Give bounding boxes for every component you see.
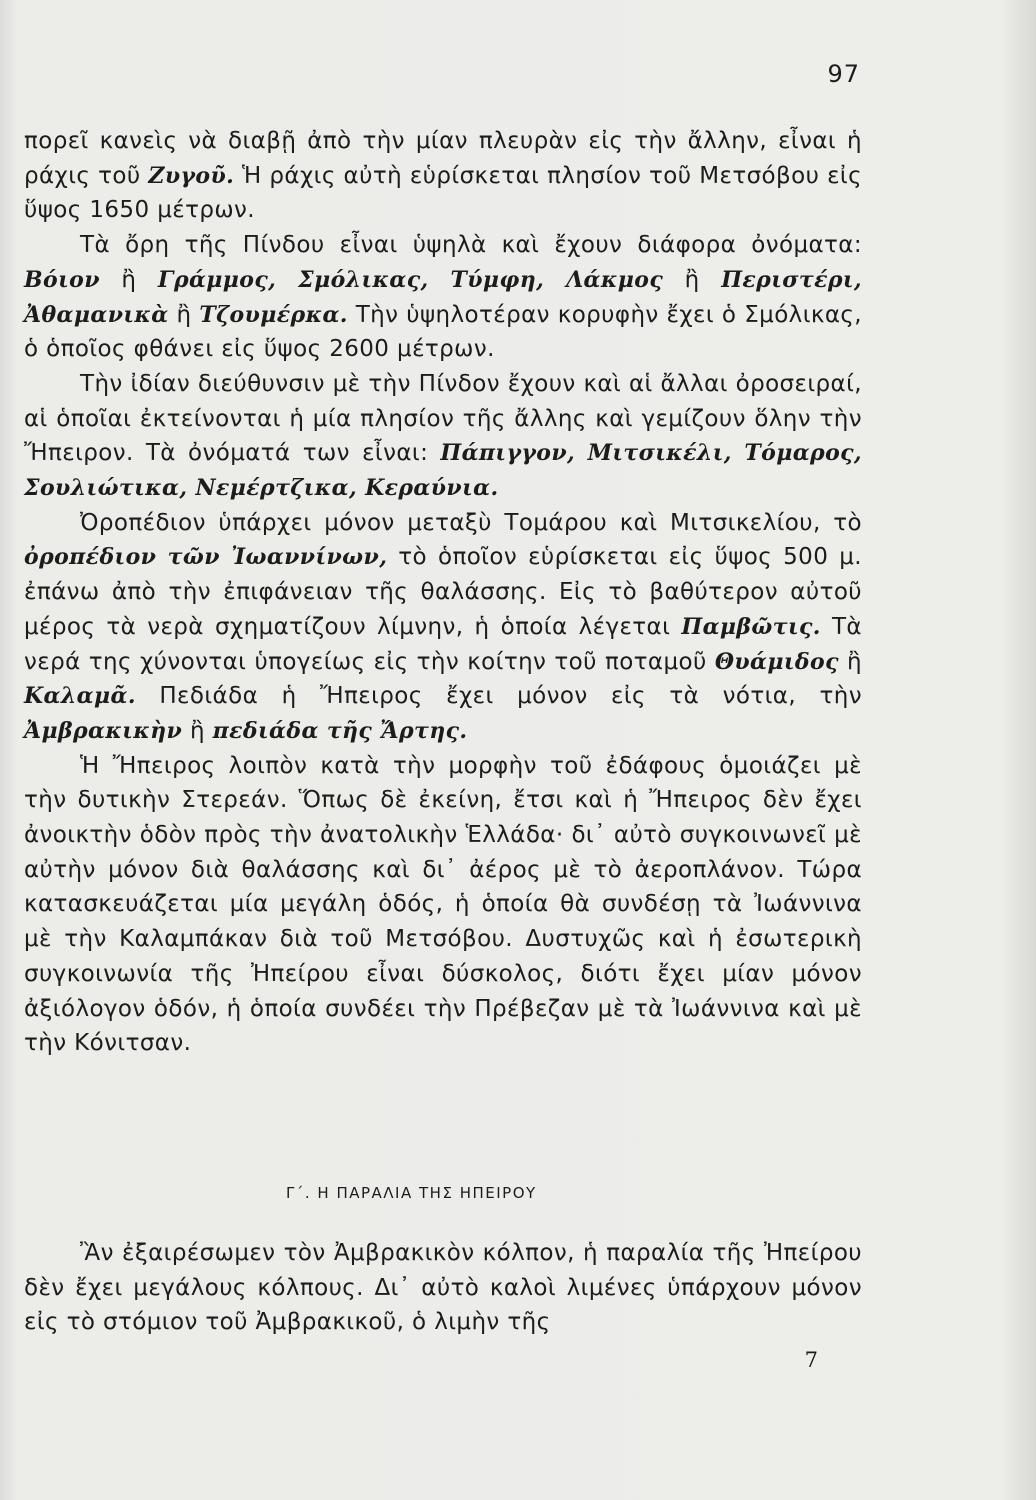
term-plateau-ioannina: ὀροπέδιον τῶν Ἰωαννίνων,: [24, 544, 388, 571]
paragraph-other-ranges: [24, 367, 862, 506]
text-run: ἢ: [168, 301, 200, 328]
text-run: Τὴν ἰδίαν διεύθυνσιν μὲ τὴν Πίνδον ἔχουν καὶ αἱ ἄλλαι ὀροσειραί, αἱ ὁποῖαι ἐκτείνονται ἡ μία πλησίον τῆς ἄλλης καὶ γεμίζουν ὅλην τὴν Ἤπειρον. Τὰ ὀνόματά των εἶναι:: [24, 370, 862, 467]
term-voion: Βόιον: [24, 266, 100, 293]
text-run: Ὀροπέδιον ὑπάρχει μόνον μεταξὺ Τομάρου καὶ Μιτσικελίου, τὸ: [80, 509, 862, 536]
paragraph-communication: [24, 749, 862, 1061]
text-run: Ἡ ράχις αὐτὴ εὑρίσκεται πλησίον τοῦ Μετσόβου εἰς ὕψος 1650 μέτρων.: [24, 162, 862, 224]
text-run: τὸ ὁποῖον εὑρίσκεται εἰς ὕψος 500 μ. ἐπάνω ἀπὸ τὴν ἐπιφάνειαν τῆς θαλάσσης. Εἰς τὸ βαθύτερον αὐτοῦ μέρος τὰ νερὰ σχηματίζουν λίμνην, ἡ ὁποία λέγεται: [24, 544, 862, 640]
term-ranges-list: Πάπιγγον, Μιτσικέλι, Τόμαρος, Σουλιώτικα, Νεμέρτζικα, Κεραύνια.: [24, 440, 862, 502]
text-run: πορεῖ κανεὶς νὰ διαβῇ ἀπὸ τὴν μίαν πλευρὰν εἰς τὴν ἄλλην, εἶναι ἡ ράχις τοῦ: [24, 128, 862, 189]
term-pamvotis: Παμβῶτις.: [681, 613, 821, 640]
paragraph-plateau: [24, 506, 862, 749]
term-thyamis: Θυάμιδος: [714, 648, 839, 675]
term-kalamas: Καλαμᾶ.: [24, 683, 136, 710]
text-run: ἢ: [182, 717, 213, 744]
text-run: ἢ: [99, 266, 158, 293]
term-amvrakiki: Ἀμβρακικὴν: [24, 717, 183, 744]
paragraph-pindos-mountains: [24, 228, 862, 367]
body-text: [24, 124, 862, 1061]
text-run: Τὰ νερά της χύνονται ὑπογείως εἰς τὴν κοίτην τοῦ ποταμοῦ: [24, 613, 862, 675]
text-run: ἢ: [663, 266, 722, 293]
paragraph-continuation: [24, 124, 862, 228]
term-arta-plain: πεδιάδα τῆς Ἄρτης.: [212, 717, 468, 744]
text-run: Πεδιάδα ἡ Ἤπειρος ἔχει μόνον εἰς τὰ νότια, τὴν: [135, 683, 862, 710]
text-run: Τὰ ὄρη τῆς Πίνδου εἶναι ὑψηλὰ καὶ ἔχουν διάφορα ὀνόματα:: [80, 232, 862, 259]
term-zygos: Ζυγοῦ.: [148, 162, 235, 189]
paragraph-coast: Ἂν ἐξαιρέσωμεν τὸν Ἀμβρακικὸν κόλπον, ἡ παραλία τῆς Ἠπείρου δὲν ἔχει μεγάλους κόλπους. Δι᾽ αὐτὸ καλοὶ λιμένες ὑπάρχουν μόνον εἰς τὸ στόμιον τοῦ Ἀμβρακικοῦ, ὁ λιμὴν τῆς: [24, 1240, 862, 1336]
section-heading: Γ΄. Η ΠΑΡΑΛΙΑ ΤΗΣ ΗΠΕΙΡΟΥ: [286, 1184, 537, 1202]
text-run: ἢ: [838, 648, 862, 675]
term-peristeri: Περιστέρι, Ἀθαμανικὰ: [24, 266, 862, 328]
section-text: [24, 1236, 862, 1340]
text-run: Τὴν ὑψηλοτέραν κορυφὴν ἔχει ὁ Σμόλικας, ὁ ὁποῖος φθάνει εἰς ὕψος 2600 μέτρων.: [24, 301, 863, 363]
term-tzoumerka: Τζουμέρκα.: [199, 301, 348, 328]
term-grammos-list: Γράμμος, Σμόλικας, Τύμφη, Λάκμος: [157, 266, 664, 293]
signature-mark: 7: [804, 1348, 818, 1372]
page-number: 97: [827, 60, 860, 88]
text-run: Ἡ Ἤπειρος λοιπὸν κατὰ τὴν μορφὴν τοῦ ἐδάφους ὁμοιάζει μὲ τὴν δυτικὴν Στερεάν. Ὅπως δὲ ἐκείνη, ἔτσι καὶ ἡ Ἤπειρος δὲν ἔχει ἀνοικτὴν ὁδὸν πρὸς τὴν ἀνατολικὴν Ἑλλάδα· δι᾽ αὐτὸ συγκοινωνεῖ μὲ αὐτὴν μόνον διὰ θαλάσσης καὶ δι᾽ ἀέρος μὲ τὸ ἀεροπλάνον. Τώρα κατασκευάζεται μία μεγάλη ὁδός, ἡ ὁποία θὰ συνδέσῃ τὰ Ἰωάννινα μὲ τὴν Καλαμπάκαν διὰ τοῦ Μετσόβου. Δυστυχῶς καὶ ἡ ἐσωτερικὴ συγκοινωνία τῆς Ἠπείρου εἶναι δύσκολος, διότι ἔχει μίαν μόνον ἀξιόλογον ὁδόν, ἡ ὁποία συνδέει τὴν Πρέβεζαν μὲ τὰ Ἰωάννινα καὶ μὲ τὴν Κόνιτσαν.: [24, 752, 862, 1057]
